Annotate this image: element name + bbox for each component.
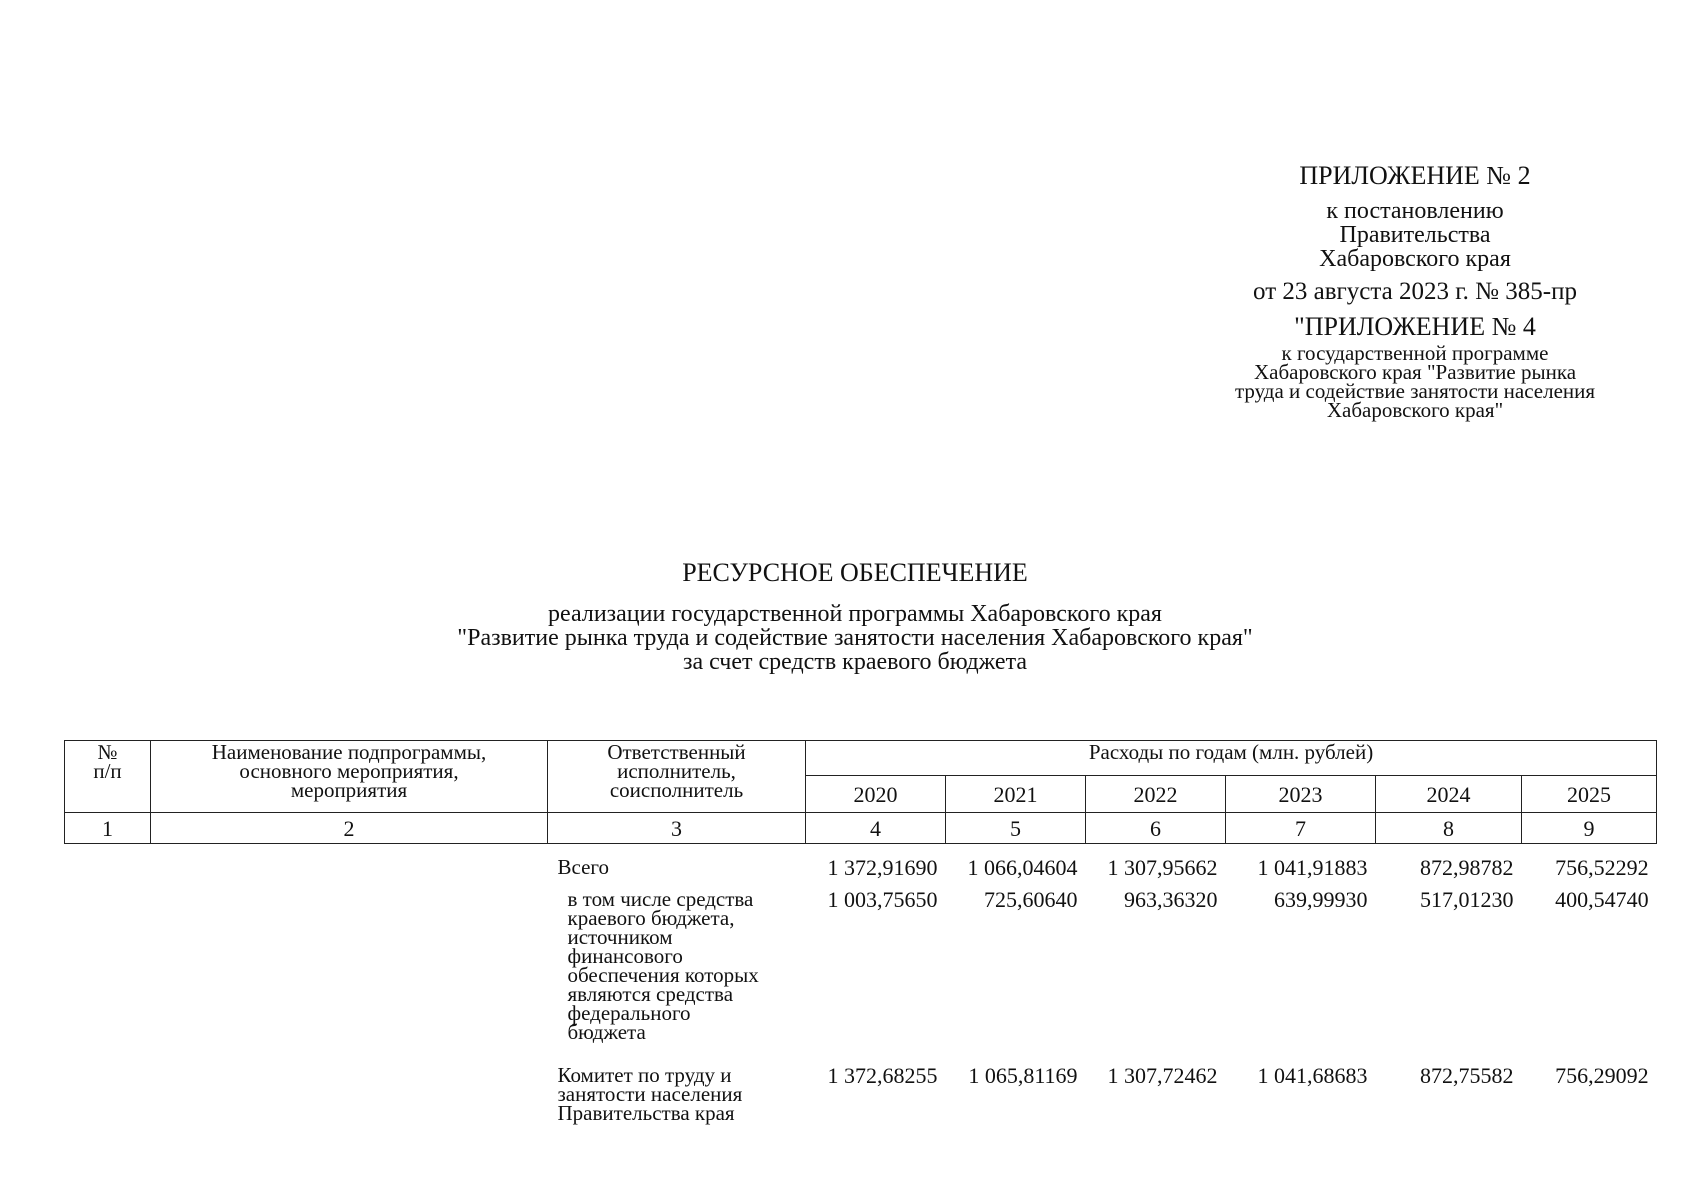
value-cell: 400,54740 [1555,887,1649,912]
value-cell: 1 041,68683 [1257,1063,1368,1088]
value-cell: 1 307,95662 [1107,855,1218,880]
header-executor: Ответственный исполнитель, соисполнитель [548,741,806,813]
table-row-federal [65,890,1657,1066]
value-cell: 963,36320 [1124,887,1218,912]
resolution-line: Правительства [1339,222,1491,248]
column-number: 9 [1522,813,1657,844]
column-number: 1 [65,813,151,844]
value-cell: 1 003,75650 [827,887,938,912]
appendix-block [1195,163,1635,420]
value-cell: 756,29092 [1555,1063,1649,1088]
header-year: 2022 [1086,776,1226,813]
column-number: 2 [151,813,548,844]
value-cell: 639,99930 [1274,887,1368,912]
header-year: 2023 [1226,776,1376,813]
program-line: Хабаровского края "Развитие рынка [1253,360,1577,384]
row-executor: Всего [557,855,609,879]
column-number: 4 [806,813,946,844]
value-cell: 725,60640 [984,887,1078,912]
program-line: труда и содействие занятости населения [1234,379,1596,403]
header-year: 2021 [946,776,1086,813]
column-number: 6 [1086,813,1226,844]
value-cell: 1 065,81169 [968,1063,1078,1088]
value-cell: 1 041,91883 [1257,855,1368,880]
value-cell: 756,52292 [1555,855,1649,880]
header-name: Наименование подпрограммы, основного мероприятия, мероприятия [151,741,548,813]
header-number: № п/п [65,741,151,813]
appendix-date: от 23 августа 2023 г. № 385-пр [1253,278,1577,305]
value-cell: 1 372,68255 [827,1063,938,1088]
program-line: к государственной программе [1281,341,1549,365]
header-year: 2025 [1522,776,1657,813]
subtitle-line: за счет средств краевого бюджета [682,649,1028,675]
value-cell: 1 372,91690 [827,855,938,880]
resource-table [64,740,1657,1126]
value-cell: 1 307,72462 [1107,1063,1218,1088]
value-cell: 872,98782 [1420,855,1514,880]
value-cell: 872,75582 [1420,1063,1514,1088]
header-year: 2024 [1376,776,1522,813]
document-subtitle [300,602,1410,674]
program-appendix-title: "ПРИЛОЖЕНИЕ № 4 [1294,312,1536,341]
row-executor: Комитет по труду и занятости населения Правительства края [557,1063,743,1125]
column-number: 3 [548,813,806,844]
table-row-committee [65,1066,1657,1126]
subtitle-line: "Развитие рынка труда и содействие занятости населения Хабаровского края" [457,625,1253,651]
subtitle-line: реализации государственной программы Хабаровского края [548,601,1162,627]
resource-table-wrap [64,740,1657,1126]
resolution-line: к постановлению [1326,198,1504,224]
document-title: РЕСУРСНОЕ ОБЕСПЕЧЕНИЕ [682,558,1028,587]
table-row-total [65,854,1657,890]
value-cell: 1 066,04604 [967,855,1078,880]
column-number: 7 [1226,813,1376,844]
program-line: Хабаровского края" [1326,398,1504,422]
row-executor: в том числе средства краевого бюджета, источником финансового обеспечения которых являются средства федерального бюджета [567,887,759,1044]
column-number: 5 [946,813,1086,844]
appendix-title: ПРИЛОЖЕНИЕ № 2 [1299,161,1531,190]
column-number: 8 [1376,813,1522,844]
value-cell: 517,01230 [1420,887,1514,912]
header-expenses: Расходы по годам (млн. рублей) [806,741,1657,776]
appendix-resolution [1195,199,1635,271]
header-year: 2020 [806,776,946,813]
program-appendix-subtitle [1195,341,1635,422]
resolution-line: Хабаровского края [1319,246,1511,272]
